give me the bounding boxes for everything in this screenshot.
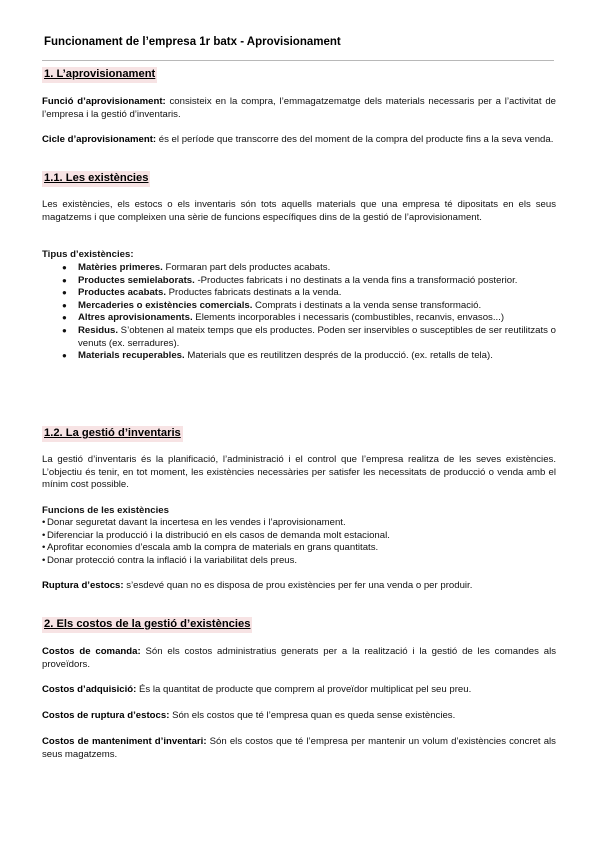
list-item (42, 312, 556, 325)
definition-ruptura-estocs (42, 580, 556, 593)
list-item (42, 300, 556, 313)
definition-text: s’esdevé quan no es disposa de prou existències per fer una venda o per produir. (123, 580, 473, 591)
functions-list (42, 517, 556, 567)
type-term: Altres aprovisionaments. (78, 312, 193, 324)
list-item: • Aprofitar economies d’escala amb la compra de materials en grans quantitats. (42, 542, 556, 555)
term-label: Costos de manteniment d’inventari: (42, 736, 207, 747)
type-term: Materials recuperables. (78, 350, 185, 362)
type-text: Comprats i destinats a la venda sense transformació. (252, 299, 482, 311)
types-label: Tipus d’existències: (42, 249, 134, 260)
definition-text: És la quantitat de producte que comprem al proveïdor multiplicat pel seu preu. (136, 684, 472, 695)
document-title: Funcionament de l’empresa 1r batx - Aprovisionament (44, 36, 341, 48)
list-item: • Donar seguretat davant la incertesa en les vendes i l’aprovisionament. (42, 517, 556, 530)
list-item (42, 262, 556, 275)
definition-text: és el període que transcorre des del moment de la compra del producte fins a la seva venda. (156, 134, 554, 145)
type-text: -Productes fabricats i no destinats a la venda fins a transformació posterior. (194, 274, 518, 286)
header-divider (42, 60, 554, 61)
cost-item-manteniment (42, 736, 556, 761)
types-list (42, 262, 556, 363)
type-term: Matèries primeres. (78, 262, 163, 273)
section-heading-costos: 2. Els costos de la gestió d’existències (42, 617, 252, 633)
definition-text: Són els costos administratius generats per a la realització i la gestió de les comandes als proveïdors. (42, 646, 557, 670)
term-label: Costos de ruptura d’estocs: (42, 710, 170, 721)
list-item (42, 287, 556, 300)
section-heading-aprovisionament: 1. L’aprovisionament (42, 67, 157, 83)
term-label: Costos d’adquisició: (42, 684, 137, 695)
type-term: Residus. (78, 324, 118, 336)
funcs-label: Funcions de les existències (42, 505, 169, 516)
definition-funcio-aprovisionament (42, 96, 556, 121)
type-term: Productes acabats. (78, 287, 166, 299)
cost-item-ruptura (42, 710, 556, 723)
section-heading-gestio-inventaris: 1.2. La gestió d’inventaris (42, 426, 183, 442)
type-term: Mercaderies o existències comercials. (78, 299, 253, 311)
type-text: Productes fabricats destinats a la venda. (165, 287, 342, 299)
list-item (42, 325, 556, 350)
term-label: Costos de comanda: (42, 646, 141, 657)
list-item (42, 350, 556, 363)
type-term: Productes semielaborats. (78, 274, 195, 286)
list-item: • Donar protecció contra la inflació i la variabilitat dels preus. (42, 555, 556, 568)
cost-item-adquisicio (42, 684, 556, 697)
definition-cicle-aprovisionament (42, 134, 556, 147)
definition-text: Són els costos que té l’empresa quan es queda sense existències. (169, 710, 456, 721)
gestio-intro: La gestió d’inventaris és la planificació, l’administració i el control que l’empresa realitza de les seves existències. L’objectiu és tenir, en tot moment, les existències necessàries per satisfer les necessitats de producció o venda amb el mínim cost possible. (42, 454, 556, 491)
term-label: Cicle d’aprovisionament: (42, 134, 157, 145)
term-label: Funció d’aprovisionament: (42, 96, 166, 107)
type-text: Elements incorporables i necessaris (combustibles, recanvis, envasos...) (192, 312, 505, 324)
type-text: Formaran part dels productes acabats. (162, 262, 331, 273)
type-text: S’obtenen al mateix temps que els productes. Poden ser inservibles o susceptibles de ser reutilitzats o venuts (ex. serradures). (78, 324, 556, 349)
definition-text: Són els costos que té l’empresa per mantenir un volum d’existències concret als seus magatzems. (42, 736, 556, 760)
existencies-intro: Les existències, els estocs o els inventaris són tots aquells materials que una empresa té dipositats en els seus magatzems i que compleixen una sèrie de funcions específiques dins de la gestió de l’aprovisionament. (42, 199, 556, 223)
cost-item-comanda (42, 646, 556, 671)
list-item: • Diferenciar la producció i la distribució en els casos de demanda molt estacional. (42, 530, 556, 543)
definition-text: consisteix en la compra, l’emmagatzematge dels materials necessaris per a l’activitat de l’empresa i la gestió d’inventaris. (42, 96, 556, 120)
type-text: Materials que es reutilitzen després de la producció. (ex. retalls de tela). (184, 350, 493, 362)
list-item (42, 275, 556, 288)
section-heading-existencies: 1.1. Les existències (42, 171, 150, 187)
term-label: Ruptura d’estocs: (42, 580, 124, 591)
